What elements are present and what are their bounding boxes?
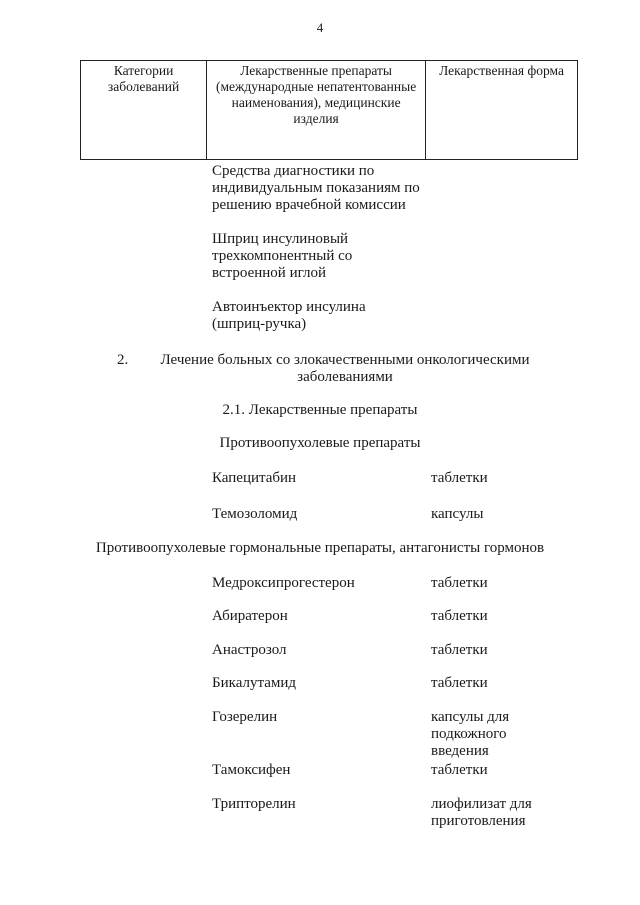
drug-name: Абиратерон [212, 608, 288, 624]
table-header-row [81, 61, 578, 160]
subsection-title: 2.1. Лекарственные препараты [222, 402, 418, 418]
drug-form: таблетки [431, 675, 488, 691]
drug-form: таблетки [431, 762, 488, 778]
drug-name: Гозерелин [212, 709, 278, 725]
drug-form: таблетки [431, 642, 488, 658]
drug-name: Тамоксифен [212, 762, 291, 778]
drug-form: капсулы [431, 506, 484, 522]
page-number: 4 [316, 20, 324, 35]
device-diagnostics: Средства диагностики по индивидуальным показаниям по решению врачебной комиссии [212, 163, 420, 213]
section-number: 2. [117, 352, 129, 368]
drug-name: Бикалутамид [212, 675, 297, 691]
drug-form: таблетки [431, 575, 488, 591]
drug-name: Капецитабин [212, 470, 297, 486]
device-insulin-syringe: Шприц инсулиновый трехкомпонентный со встроенной иглой [212, 231, 353, 281]
header-drugs: Лекарственные препараты (международные непатентованные наименования), медицинские изделия [207, 61, 426, 160]
drug-name: Темозоломид [212, 506, 298, 522]
group-title-hormonal: Противоопухолевые гормональные препараты, антагонисты гормонов [95, 540, 545, 556]
device-insulin-pen: Автоинъектор инсулина (шприц-ручка) [212, 299, 366, 332]
drug-form: таблетки [431, 470, 488, 486]
drug-form: лиофилизат для приготовления [431, 796, 532, 829]
header-categories: Категории заболеваний [81, 61, 207, 160]
section-title: Лечение больных со злокачественными онкологическими заболеваниями [160, 352, 530, 385]
header-form: Лекарственная форма [426, 61, 578, 160]
drug-name: Анастрозол [212, 642, 287, 658]
drug-name: Медроксипрогестерон [212, 575, 355, 591]
header-table [80, 60, 578, 160]
group-title-antitumor: Противоопухолевые препараты [219, 435, 421, 451]
drug-form: капсулы для подкожного введения [431, 709, 510, 759]
drug-form: таблетки [431, 608, 488, 624]
drug-name: Трипторелин [212, 796, 296, 812]
